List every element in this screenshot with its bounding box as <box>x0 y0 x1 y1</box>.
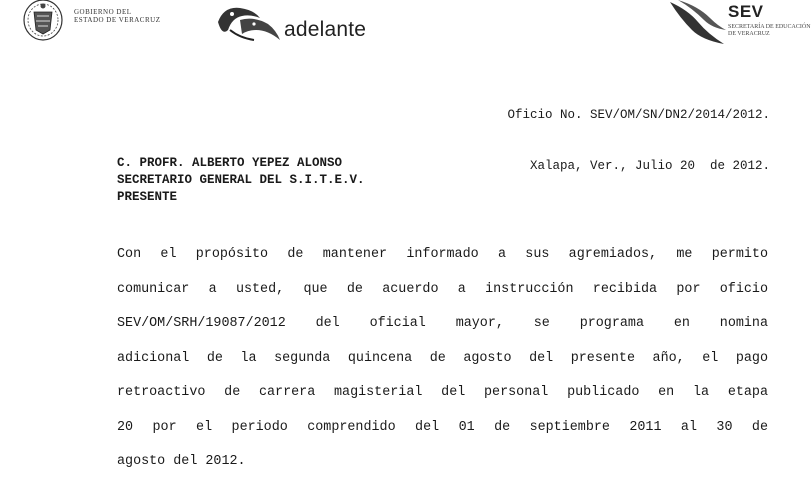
adelante-logo-icon <box>210 0 282 44</box>
government-name <box>74 8 160 24</box>
body-line: SEV/OM/SRH/19087/2012 del oficial mayor, se programa en nomina <box>117 316 768 331</box>
state-seal-icon <box>22 0 64 42</box>
addressee-presente: PRESENTE <box>117 190 178 204</box>
body-line: adicional de la segunda quincena de agosto del presente año, el pago <box>117 350 768 366</box>
body-line: 20 por el periodo comprendido del 01 de septiembre 2011 al 30 de <box>117 419 768 435</box>
sev-subtitle <box>728 24 811 38</box>
letter-body <box>117 238 768 480</box>
letterhead <box>0 0 811 48</box>
body-line: Con el propósito de mantener informado a sus agremiados, me permito <box>117 247 768 262</box>
addressee-name: C. PROFR. ALBERTO YEPEZ ALONSO <box>117 156 343 170</box>
sev-title: SEV <box>728 2 764 21</box>
addressee-title: SECRETARIO GENERAL DEL S.I.T.E.V. <box>117 173 365 187</box>
oficio-number: Oficio No. SEV/OM/SN/DN2/2014/2012. <box>507 108 770 122</box>
sev-sub-line-2: DE VERACRUZ <box>728 31 770 37</box>
addressee-block <box>117 155 365 206</box>
sev-sub-line-1: SECRETARÍA DE EDUCACIÓN <box>728 24 811 30</box>
place-date: Xalapa, Ver., Julio 20 de 2012. <box>529 159 770 173</box>
gov-line-2: ESTADO DE VERACRUZ <box>74 16 161 24</box>
body-line: comunicar a usted, que de acuerdo a instrucción recibida por oficio <box>117 281 768 297</box>
body-line: agosto del 2012. <box>117 454 246 469</box>
sev-logo-icon <box>668 0 728 46</box>
adelante-wordmark: adelante <box>284 18 367 41</box>
document-reference <box>507 73 770 192</box>
body-line: retroactivo de carrera magisterial del personal publicado en la etapa <box>117 385 768 400</box>
gov-line-1: GOBIERNO DEL <box>74 8 132 16</box>
